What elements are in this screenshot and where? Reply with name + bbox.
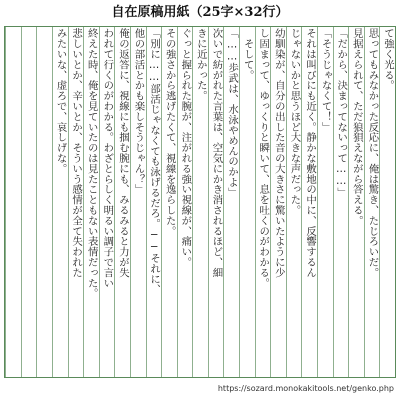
text-column: 俺の返答に、視線にも掴む腕にも、みるみると力が失 (114, 27, 130, 377)
text-column: 「だから、決まってないって……」 (333, 27, 349, 377)
empty-column (5, 27, 21, 377)
text-column: われて行くのがわかる。わざとらしく明るい調子で言い (99, 27, 115, 377)
empty-column (36, 27, 52, 377)
text-column: ぐっと握られた腕が、注がれる強い視線が、痛い。 (177, 27, 193, 377)
text-column: 幼馴染が、自分の出した音の大きさに驚いたように少 (270, 27, 286, 377)
text-column: みたいな、虚ろで、哀しげな。 (52, 27, 68, 377)
text-column: 「別に……部活じゃなくても泳げるだろ。──それに、 (146, 27, 162, 377)
text-column: 他の部活とかも楽しそうじゃん？」 (130, 27, 146, 377)
text-column: 「……歩武は、水泳やめんのかよ」 (223, 27, 239, 377)
text-column: し固まって、ゆっくりと瞬いて、息を吐くのがわかる。 (255, 27, 271, 377)
text-column: 「そうじゃなくて！」 (317, 27, 333, 377)
empty-column (21, 27, 37, 377)
text-column: じゃないかと思うほど大きな声だった。 (286, 27, 302, 377)
text-column: きに近かった。 (192, 27, 208, 377)
text-column: 次いで紡がれた言葉は、空気にかき消されるほど、細 (208, 27, 224, 377)
page-title: 自在原稿用紙（25字×32行） (111, 5, 289, 20)
text-column: 見据えられて、ただ狼狽えながら答える。 (348, 27, 364, 377)
source-url: https://sozard.monokakitools.net/genko.php (217, 384, 394, 393)
text-column: それは叫びにも近く。静かな敷地の中に、反響するん (301, 27, 317, 377)
text-column: その強さから逃げたくて、視線を逸らした。 (161, 27, 177, 377)
text-column: そして。 (239, 27, 255, 377)
text-column: 悲しいとか、辛いとか、そういう感情が全て失われた (68, 27, 84, 377)
text-column: 思ってもみなかった反応に、俺は驚き、たじろいだ。 (364, 27, 380, 377)
text-column: 終えた時、俺を見ていたのは見たこともない表情だった。 (83, 27, 99, 377)
manuscript-grid (4, 26, 396, 378)
text-column: て強く光る。 (379, 27, 395, 377)
